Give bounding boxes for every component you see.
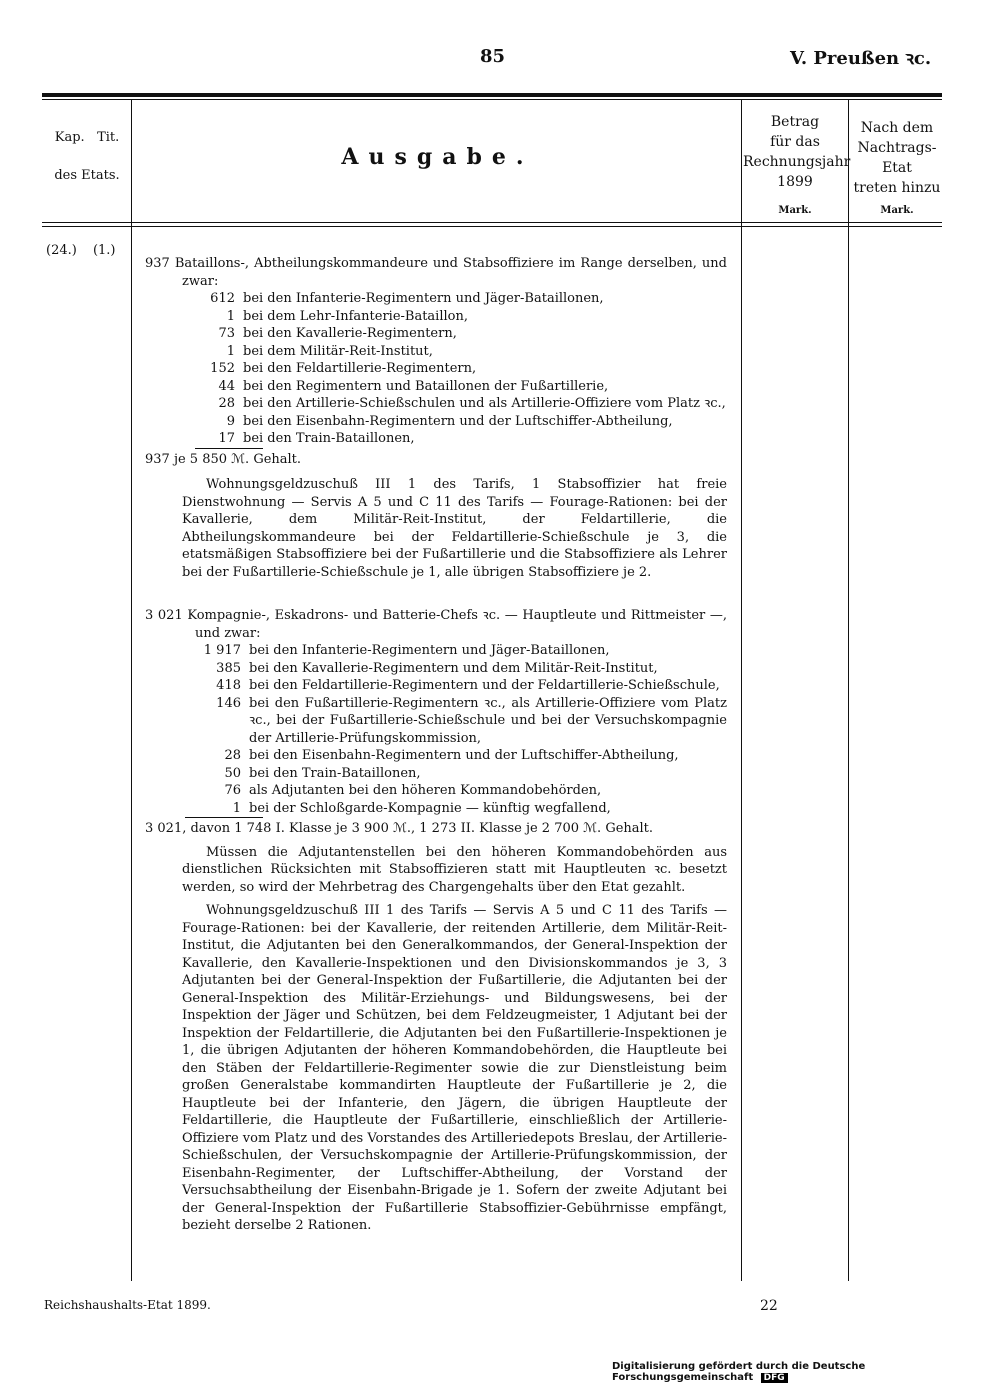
nachtrag-line-2: Nachtrags-Etat bbox=[857, 140, 937, 176]
item-count: 1 bbox=[226, 343, 235, 359]
kap-tit-reference: (24.) (1.) bbox=[46, 243, 116, 258]
list-item bbox=[145, 800, 727, 818]
list-item bbox=[145, 308, 727, 326]
column-divider-kap bbox=[131, 99, 132, 1281]
item-text: bei den Kavallerie-Regimentern und dem Militär-Reit-Institut, bbox=[249, 660, 658, 676]
ausgabe-body bbox=[145, 255, 727, 1235]
header-rule-thin bbox=[42, 226, 942, 227]
item-count: 28 bbox=[218, 396, 235, 411]
item-count: 1 917 bbox=[203, 643, 241, 658]
item-text: bei den Train-Bataillonen, bbox=[243, 431, 415, 446]
item-count: 612 bbox=[210, 291, 235, 306]
list-item bbox=[145, 430, 727, 448]
header-rule bbox=[42, 222, 942, 223]
item-text: bei den Artillerie-Schießschulen und als Artillerie-Offiziere vom Platz ꝛc., bbox=[243, 396, 726, 411]
item-text: bei dem Lehr-Infanterie-Bataillon, bbox=[243, 308, 468, 324]
item-count: 418 bbox=[216, 678, 241, 693]
item-count: 146 bbox=[216, 695, 241, 711]
item-text: als Adjutanten bei den höheren Kommandobehörden, bbox=[249, 783, 602, 798]
list-item bbox=[145, 695, 727, 748]
section2-total: 3 021, davon 1 748 I. Klasse je 3 900 ℳ., 1 273 II. Klasse je 2 700 ℳ. Gehalt. bbox=[145, 821, 654, 836]
dfg-logo-icon: DFG bbox=[761, 1373, 788, 1383]
item-text: bei den Fußartillerie-Regimentern ꝛc., als Artillerie-Offiziere vom Platz ꝛc., bei der Fußartillerie-Schießschule und bei der Versuchskompagnie der Artillerie-Prüfungskommission, bbox=[249, 695, 727, 746]
item-count: 76 bbox=[224, 783, 241, 798]
item-count: 50 bbox=[224, 765, 241, 781]
item-count: 152 bbox=[210, 361, 235, 376]
list-item bbox=[145, 395, 727, 413]
column-header-nachtrag bbox=[851, 118, 943, 198]
item-count: 17 bbox=[218, 431, 235, 446]
page-number: 85 bbox=[480, 46, 506, 67]
list-item bbox=[145, 325, 727, 343]
section1-heading: 937 Bataillons-, Abtheilungskommandeure und Stabsoffiziere im Range derselben, und zwar: bbox=[145, 256, 727, 289]
betrag-line-4: 1899 bbox=[777, 174, 813, 190]
item-text: bei den Eisenbahn-Regimentern und der Luftschiffer-Abtheilung, bbox=[243, 413, 673, 429]
section2-note1: Müssen die Adjutantenstellen bei den höheren Kommandobehörden aus dienstlichen Rücksichten mit Stabsoffizieren statt mit Hauptleuten ꝛc. besetzt werden, so wird der Mehrbetrag des Chargengehalts über den Etat gezahlt. bbox=[182, 844, 727, 895]
column-divider-ausgabe bbox=[741, 99, 742, 1281]
item-text: bei dem Militär-Reit-Institut, bbox=[243, 343, 433, 359]
item-count: 9 bbox=[226, 413, 235, 429]
dfg-credit-text: Digitalisierung gefördert durch die Deutsche Forschungsgemeinschaft bbox=[612, 1361, 866, 1383]
list-item bbox=[145, 413, 727, 431]
item-text: bei den Feldartillerie-Regimentern und der Feldartillerie-Schießschule, bbox=[249, 678, 720, 693]
item-text: bei den Infanterie-Regimentern und Jäger-Bataillonen, bbox=[243, 291, 604, 306]
item-count: 1 bbox=[232, 800, 241, 816]
footer-sheet-number: 22 bbox=[760, 1298, 778, 1314]
list-item bbox=[145, 660, 727, 678]
list-item bbox=[145, 747, 727, 765]
betrag-line-1: Betrag bbox=[770, 114, 820, 130]
betrag-line-3: Rechnungsjahr bbox=[743, 154, 851, 170]
section2-note2: Wohnungsgeldzuschuß III 1 des Tarifs — Servis A 5 und C 11 des Tarifs — Fourage-Rationen: bei der Kavallerie, der reitenden Artillerie, dem Militär-Reit-Institut, die Adjutanten bei den Generalkommandos, der General-Inspektion der Kavallerie, den Kavallerie-Inspektionen und den Divisionskommandos je 3, 3 Adjutanten bei der General-Inspektion der Fußartillerie, die Adjutanten bei der General-Inspektion des Militär-Erziehungs- und Bildungswesens, bei der Inspektion der Jäger und Schützen, bei dem Feldzeugmeister, 1 Adjutant bei der Inspektion der Feldartillerie, die Adjutanten bei den Fußartillerie-Inspektionen je 1, die übrigen Adjutanten der höheren Kommandobehörden, die Hauptleute bei den Stäben der Feldartillerie-Regimenter sowie die zur Dienstleistung beim großen Generalstabe kommandirten Hauptleute der Fußartillerie je 2, die Hauptleute bei der Infanterie, den Jägern, die übrigen Hauptleute der Feldartillerie, die Hauptleute der Fußartillerie, einschließlich der Artillerie-Offiziere vom Platz und des Vorstandes des Artilleriedepots Breslau, der Artillerie-Schießschulen, der Versuchskompagnie der Artillerie-Prüfungskommission, der Eisenbahn-Regimenter, der Luftschiffer-Abtheilung, der Vorstand der Versuchsabtheilung der Eisenbahn-Brigade je 1. Sofern der zweite Adjutant bei der General-Inspektion der Fußartillerie Stabsoffizier-Gebührnisse empfängt, bezieht derselbe 2 Rationen. bbox=[182, 903, 727, 1233]
item-text: bei den Feldartillerie-Regimentern, bbox=[243, 361, 477, 376]
section1-total: 937 je 5 850 ℳ. Gehalt. bbox=[145, 451, 302, 467]
top-rule-thin bbox=[42, 99, 942, 100]
betrag-line-2: für das bbox=[770, 134, 820, 150]
dfg-credit bbox=[612, 1361, 1000, 1383]
list-item bbox=[145, 642, 727, 660]
item-count: 1 bbox=[226, 308, 235, 324]
item-count: 28 bbox=[224, 748, 241, 763]
item-text: bei den Regimentern und Bataillonen der Fußartillerie, bbox=[243, 378, 609, 394]
item-text: bei den Eisenbahn-Regimentern und der Luftschiffer-Abtheilung, bbox=[249, 748, 679, 763]
list-item bbox=[145, 782, 727, 800]
column-header-kap bbox=[44, 128, 130, 186]
list-item bbox=[145, 360, 727, 378]
section1-note: Wohnungsgeldzuschuß III 1 des Tarifs, 1 Stabsoffizier hat freie Dienstwohnung — Servis A 5 und C 11 des Tarifs — Fourage-Rationen: bei der Kavallerie, dem Militär-Reit-Institut, der Feldartillerie, die Abtheilungskommandeure bei der Feldartillerie-Schießschule je 3, die etatsmäßigen Stabsoffiziere bei der Fußartillerie und die Stabsoffiziere als Lehrer bei der Fußartillerie-Schießschule je 1, alle übrigen Stabsoffiziere je 2. bbox=[182, 477, 727, 580]
item-text: bei der Schloßgarde-Kompagnie — künftig wegfallend, bbox=[249, 800, 611, 816]
item-text: bei den Kavallerie-Regimentern, bbox=[243, 326, 457, 341]
list-item bbox=[145, 343, 727, 361]
list-item bbox=[145, 677, 727, 695]
column-header-betrag bbox=[743, 112, 851, 192]
kap-tit-label: Kap. Tit. bbox=[54, 130, 120, 145]
column-divider-betrag bbox=[848, 99, 849, 1281]
section2-heading: 3 021 Kompagnie-, Eskadrons- und Batterie-Chefs ꝛc. — Hauptleute und Rittmeister —, und zwar: bbox=[145, 608, 727, 641]
item-text: bei den Train-Bataillonen, bbox=[249, 765, 421, 781]
item-text: bei den Infanterie-Regimentern und Jäger-Bataillonen, bbox=[249, 643, 610, 658]
section-title: V. Preußen ꝛc. bbox=[790, 48, 932, 69]
des-etats-label: des Etats. bbox=[54, 168, 120, 183]
list-item bbox=[145, 378, 727, 396]
sum-rule bbox=[195, 448, 263, 449]
item-count: 385 bbox=[216, 660, 241, 676]
list-item bbox=[145, 290, 727, 308]
list-item bbox=[145, 765, 727, 783]
nachtrag-line-3: treten hinzu bbox=[853, 180, 941, 196]
mark-unit-betrag: Mark. bbox=[778, 205, 812, 216]
top-rule bbox=[42, 93, 942, 97]
item-count: 73 bbox=[218, 326, 235, 341]
item-count: 44 bbox=[218, 378, 235, 394]
nachtrag-line-1: Nach dem bbox=[860, 120, 934, 136]
sum-rule bbox=[185, 817, 263, 818]
mark-unit-nachtrag: Mark. bbox=[880, 205, 914, 216]
column-header-ausgabe: Ausgabe. bbox=[341, 144, 534, 170]
footer-source: Reichshaushalts-Etat 1899. bbox=[44, 1298, 211, 1312]
